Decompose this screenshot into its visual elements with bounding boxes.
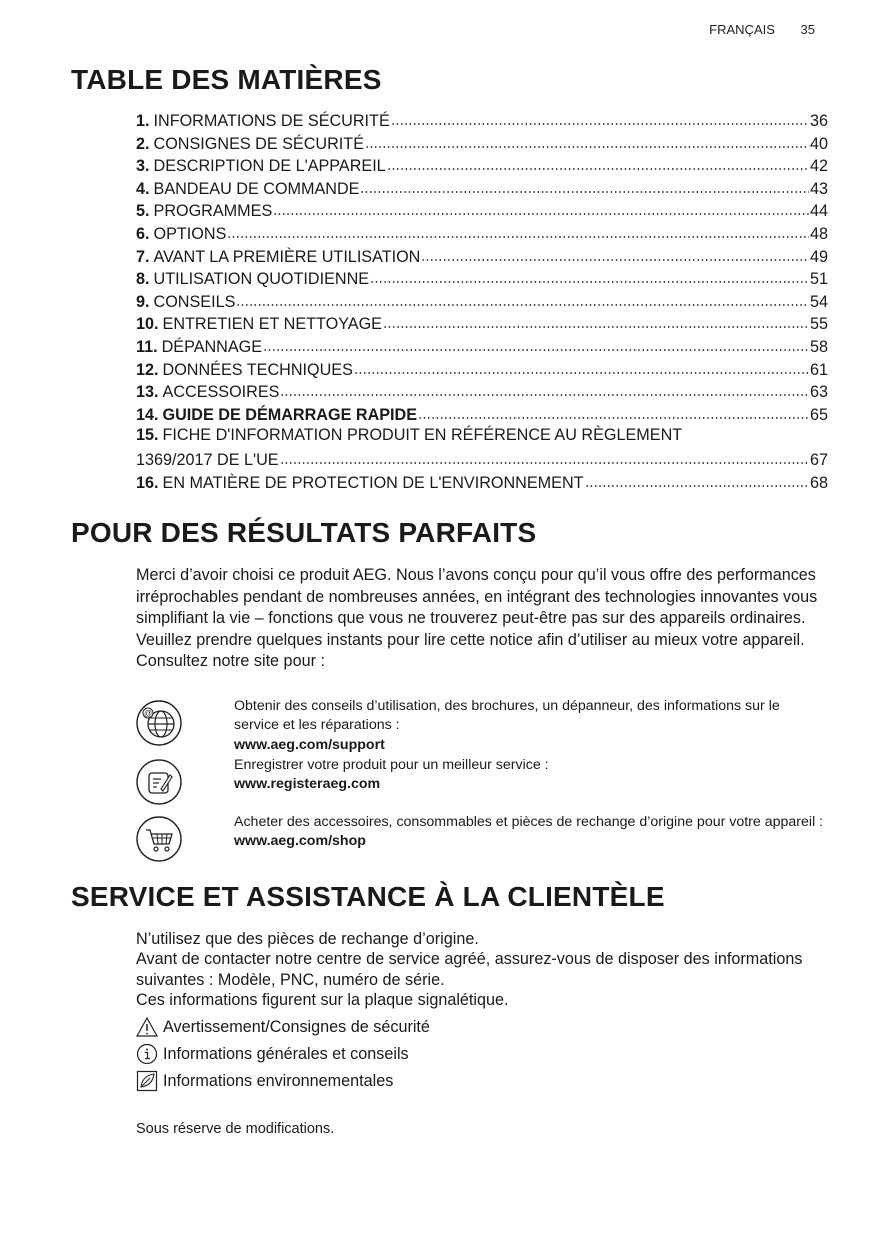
toc-entry-page: 48: [809, 224, 828, 243]
service-line-3: Ces informations figurent sur la plaque signalétique.: [136, 991, 509, 1010]
toc-entry-title: ACCESSOIRES: [162, 383, 280, 402]
toc-entry-page: 67: [809, 450, 828, 469]
toc-entry-number: 5.: [136, 202, 150, 221]
toc-entry[interactable]: [136, 178, 828, 201]
service-line-2: Avant de contacter notre centre de service agréé, assurez-vous de disposer des informations suivantes : Modèle, PNC, numéro de série.: [136, 950, 803, 989]
toc-entry-number: 15.: [136, 426, 159, 445]
toc-entry-title: GUIDE DE DÉMARRAGE RAPIDE: [162, 405, 418, 424]
dot-leader: [418, 404, 809, 420]
toc-entry-number: 16.: [136, 473, 159, 492]
toc-title: TABLE DES MATIÈRES: [71, 64, 382, 95]
consult-line: Consultez notre site pour :: [136, 652, 325, 671]
toc-entry-title: CONSEILS: [153, 292, 236, 311]
toc-entry[interactable]: [136, 268, 828, 291]
svg-text:@: @: [143, 709, 153, 718]
support-link[interactable]: www.aeg.com/support: [234, 736, 385, 753]
dot-leader: [365, 133, 809, 149]
register-icon: [135, 758, 183, 806]
toc-entry-number: 10.: [136, 315, 159, 334]
toc-entry-page: 36: [809, 112, 828, 130]
toc-entry-page: 51: [809, 270, 828, 289]
globe-icon: [135, 699, 183, 747]
dot-leader: [387, 155, 809, 171]
toc-entry-title: OPTIONS: [153, 224, 227, 243]
toc-entry-number: 8.: [136, 270, 150, 289]
toc-entry-title: BANDEAU DE COMMANDE: [153, 179, 360, 198]
dot-leader: [360, 178, 809, 194]
legend-label: Informations générales et conseils: [163, 1044, 409, 1063]
dot-leader: [280, 449, 809, 465]
toc-entry-number: 9.: [136, 292, 150, 311]
toc-entry[interactable]: [136, 359, 828, 382]
toc-entry-page: 44: [809, 202, 828, 221]
legend-label: Informations environnementales: [163, 1071, 394, 1090]
service-body: [136, 929, 826, 1011]
shop-link[interactable]: www.aeg.com/shop: [234, 833, 366, 850]
page-header: [709, 22, 815, 37]
toc-entry-number: 4.: [136, 179, 150, 198]
toc-entry-number: 1.: [136, 112, 150, 130]
legend-warning: [136, 1016, 430, 1038]
site-item-description: Enregistrer votre produit pour un meilleur service :: [234, 757, 549, 773]
legend-label: Avertissement/Consignes de sécurité: [163, 1017, 430, 1036]
toc-entry[interactable]: [136, 246, 828, 269]
toc-entry-title: AVANT LA PREMIÈRE UTILISATION: [153, 247, 421, 266]
toc-entry-line1[interactable]: [136, 426, 828, 449]
toc-entry-number: 7.: [136, 247, 150, 266]
warning-icon: [136, 1016, 158, 1038]
toc-entry[interactable]: [136, 155, 828, 178]
toc-entry[interactable]: [136, 381, 828, 404]
toc-entry-page: 49: [809, 247, 828, 266]
toc-entry-page: 65: [809, 405, 828, 424]
toc-entry-number: 2.: [136, 134, 150, 153]
toc-entry[interactable]: [136, 336, 828, 359]
page-number: 35: [800, 22, 815, 37]
toc-entry-page: 58: [809, 337, 828, 356]
toc-entry-title-cont: 1369/2017 DE L'UE: [136, 450, 279, 469]
toc-entry[interactable]: [136, 110, 828, 133]
toc-entry-page: 42: [809, 157, 828, 176]
toc-entry[interactable]: [136, 449, 828, 472]
cart-icon: [135, 815, 183, 863]
dot-leader: [391, 110, 809, 126]
toc-entry-title: FICHE D'INFORMATION PRODUIT EN RÉFÉRENCE AU RÈGLEMENT: [162, 426, 683, 445]
toc-entry[interactable]: [136, 223, 828, 246]
site-item-description: Acheter des accessoires, consommables et pièces de rechange d’origine pour votre appareil :: [234, 814, 824, 830]
site-item-description: Obtenir des conseils d’utilisation, des brochures, un dépanneur, des informations sur le service et les réparations :: [234, 698, 780, 734]
site-item-text: [234, 697, 824, 755]
legend-info: [136, 1043, 409, 1065]
legend-environment: [136, 1070, 393, 1092]
language-label: FRANÇAIS: [709, 22, 775, 37]
toc-entry-page: 54: [809, 292, 828, 311]
toc-entry-number: 3.: [136, 157, 150, 176]
site-item-text: [234, 813, 824, 852]
toc-entry-page: 43: [809, 179, 828, 198]
dot-leader: [585, 472, 809, 488]
service-line-1: N’utilisez que des pièces de rechange d’origine.: [136, 930, 479, 948]
toc-entry-number: 13.: [136, 383, 159, 402]
toc-entry-title: UTILISATION QUOTIDIENNE: [153, 270, 370, 289]
dot-leader: [354, 359, 809, 375]
toc-entry[interactable]: [136, 313, 828, 336]
site-item-text: [234, 756, 824, 795]
dot-leader: [421, 246, 809, 262]
toc-entry[interactable]: [136, 133, 828, 156]
toc-entry-page: 61: [809, 360, 828, 379]
toc-entry-title: INFORMATIONS DE SÉCURITÉ: [153, 112, 390, 130]
toc-entry-number: 6.: [136, 224, 150, 243]
dot-leader: [227, 223, 809, 239]
toc-entry[interactable]: [136, 291, 828, 314]
toc-entry-title: CONSIGNES DE SÉCURITÉ: [153, 134, 364, 153]
dot-leader: [280, 381, 809, 397]
footer-note: Sous réserve de modifications.: [136, 1121, 335, 1137]
results-title: POUR DES RÉSULTATS PARFAITS: [71, 517, 537, 548]
toc-entry-title: ENTRETIEN ET NETTOYAGE: [162, 315, 382, 334]
register-link[interactable]: www.registeraeg.com: [234, 776, 381, 793]
service-title: SERVICE ET ASSISTANCE À LA CLIENTÈLE: [71, 881, 665, 912]
dot-leader: [383, 313, 809, 329]
toc-entry-page: 68: [809, 473, 828, 492]
toc-entry-number: 14.: [136, 405, 159, 424]
leaf-icon: [136, 1070, 158, 1092]
dot-leader: [370, 268, 809, 284]
toc-entry[interactable]: [136, 404, 828, 427]
results-intro: [136, 565, 826, 673]
toc-entry-title: DÉPANNAGE: [161, 337, 263, 356]
dot-leader: [236, 291, 809, 307]
toc-entry-title: EN MATIÈRE DE PROTECTION DE L'ENVIRONNEMENT: [162, 473, 584, 492]
table-of-contents: [136, 110, 828, 494]
toc-entry[interactable]: [136, 472, 828, 495]
dot-leader: [273, 200, 809, 216]
toc-entry[interactable]: [136, 200, 828, 223]
toc-entry-title: DONNÉES TECHNIQUES: [162, 360, 353, 379]
toc-entry-number: 12.: [136, 360, 159, 379]
toc-entry-number: 11.: [136, 337, 158, 356]
toc-entry-page: 40: [809, 134, 828, 153]
intro-paragraph: Merci d’avoir choisi ce produit AEG. Nous l’avons conçu pour qu’il vous offre des performances irréprochables pendant de nombreuses années, en intégrant des technologies innovantes vous simplifiant la vie – fonctions que vous ne trouverez peut-être pas sur des appareils ordinaires. Veuillez prendre quelques instants pour lire cette notice afin d’utiliser au mieux votre appareil.: [136, 566, 818, 649]
dot-leader: [263, 336, 809, 352]
toc-entry-page: 63: [809, 383, 828, 402]
toc-entry-title: DESCRIPTION DE L'APPAREIL: [153, 157, 386, 176]
toc-entry-title: PROGRAMMES: [153, 202, 273, 221]
info-icon: [136, 1043, 158, 1065]
toc-entry-page: 55: [809, 315, 828, 334]
